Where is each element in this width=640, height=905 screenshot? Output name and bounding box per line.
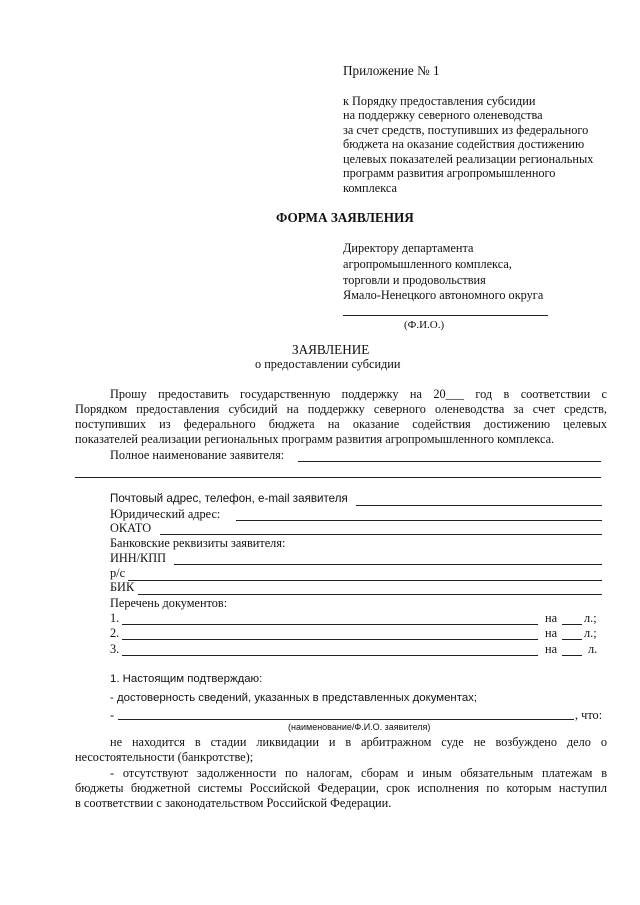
- statement-title: ЗАЯВЛЕНИЕ: [292, 342, 370, 357]
- okato-line[interactable]: [160, 534, 602, 535]
- appendix-line: к Порядку предоставления субсидии: [343, 94, 536, 108]
- appendix-label: Приложение № 1: [343, 63, 440, 78]
- request-line: поступивших из федерального бюджета на оказание содействия достижению целевых: [75, 417, 607, 431]
- doc-row-number: 1.: [110, 611, 120, 625]
- bank-details-label: Банковские реквизиты заявителя:: [110, 536, 286, 550]
- postal-line[interactable]: [356, 505, 602, 506]
- addressee-line: Ямало-Ненецкого автономного округа: [343, 288, 544, 302]
- request-line: Прошу предоставить государственную поддержку на 20___ год в соответствии с: [110, 387, 607, 401]
- legal-address-label: Юридический адрес:: [110, 507, 221, 521]
- appendix-line: комплекса: [343, 181, 397, 195]
- doc-row-number: 2.: [110, 626, 120, 640]
- full-name-line[interactable]: [298, 461, 601, 462]
- appendix-line: программ развития агропромышленного: [343, 166, 556, 180]
- account-line[interactable]: [128, 580, 602, 581]
- doc-row-sheets-line[interactable]: [562, 639, 582, 640]
- liquidation-line: несостоятельности (банкротстве);: [75, 750, 254, 764]
- doc-row-on: на: [545, 611, 558, 625]
- form-title: ФОРМА ЗАЯВЛЕНИЯ: [276, 210, 414, 225]
- appendix-line: целевых показателей реализации региональных: [343, 152, 594, 166]
- that-label: , что:: [575, 708, 603, 722]
- doc-row-sheets: л.: [588, 642, 598, 656]
- request-line: Порядком предоставления субсидий на поддержку северного оленеводства за счет средств,: [75, 402, 607, 416]
- inn-kpp-label: ИНН/КПП: [110, 551, 167, 565]
- inn-kpp-line[interactable]: [174, 564, 602, 565]
- doc-row-on: на: [545, 626, 558, 640]
- request-line: показателей реализации региональных программ развития агропромышленного комплекса.: [75, 432, 555, 446]
- postal-label: Почтовый адрес, телефон, e-mail заявителя: [110, 492, 348, 505]
- liquidation-line: не находится в стадии ликвидации и в арбитражном суде не возбуждено дело о: [110, 735, 607, 749]
- full-name-label: Полное наименование заявителя:: [110, 448, 285, 462]
- addressee-line: торговли и продовольствия: [343, 273, 486, 287]
- bik-label: БИК: [110, 580, 135, 594]
- okato-label: ОКАТО: [110, 521, 152, 535]
- arrears-line: в соответствии с законодательством Российской Федерации.: [75, 796, 392, 810]
- confirm-reliability: - достоверность сведений, указанных в представленных документах;: [110, 692, 478, 704]
- legal-address-line[interactable]: [236, 520, 602, 521]
- full-name-line-2[interactable]: [75, 477, 601, 478]
- doc-row-sheets-line[interactable]: [562, 624, 582, 625]
- fio-fill-line[interactable]: [343, 315, 548, 316]
- dash: -: [110, 708, 115, 722]
- doc-row-sheets: л.;: [584, 611, 597, 625]
- doc-row-sheets-line[interactable]: [562, 655, 582, 656]
- name-caption: (наименование/Ф.И.О. заявителя): [288, 722, 431, 732]
- documents-list-label: Перечень документов:: [110, 596, 228, 610]
- appendix-line: на поддержку северного оленеводства: [343, 108, 543, 122]
- account-label: р/с: [110, 566, 126, 580]
- arrears-line: - отсутствуют задолженности по налогам, сборам и иным обязательным платежам в: [110, 766, 607, 780]
- statement-subtitle: о предоставлении субсидии: [255, 357, 401, 371]
- applicant-name-line[interactable]: [118, 719, 574, 720]
- addressee-line: Директору департамента: [343, 241, 474, 255]
- doc-row-on: на: [545, 642, 558, 656]
- appendix-line: бюджета на оказание содействия достижению: [343, 137, 585, 151]
- doc-row-name-line[interactable]: [122, 639, 538, 640]
- doc-row-sheets: л.;: [584, 626, 597, 640]
- addressee-line: агропромышленного комплекса,: [343, 257, 512, 271]
- doc-row-name-line[interactable]: [122, 655, 538, 656]
- fio-caption: (Ф.И.О.): [404, 319, 445, 331]
- confirm-heading: 1. Настоящим подтверждаю:: [110, 673, 263, 685]
- bik-line[interactable]: [138, 594, 602, 595]
- appendix-line: за счет средств, поступивших из федерального: [343, 123, 589, 137]
- doc-row-name-line[interactable]: [122, 624, 538, 625]
- arrears-line: бюджеты бюджетной системы Российской Федерации, срок исполнения по которым наступил: [75, 781, 607, 795]
- doc-row-number: 3.: [110, 642, 120, 656]
